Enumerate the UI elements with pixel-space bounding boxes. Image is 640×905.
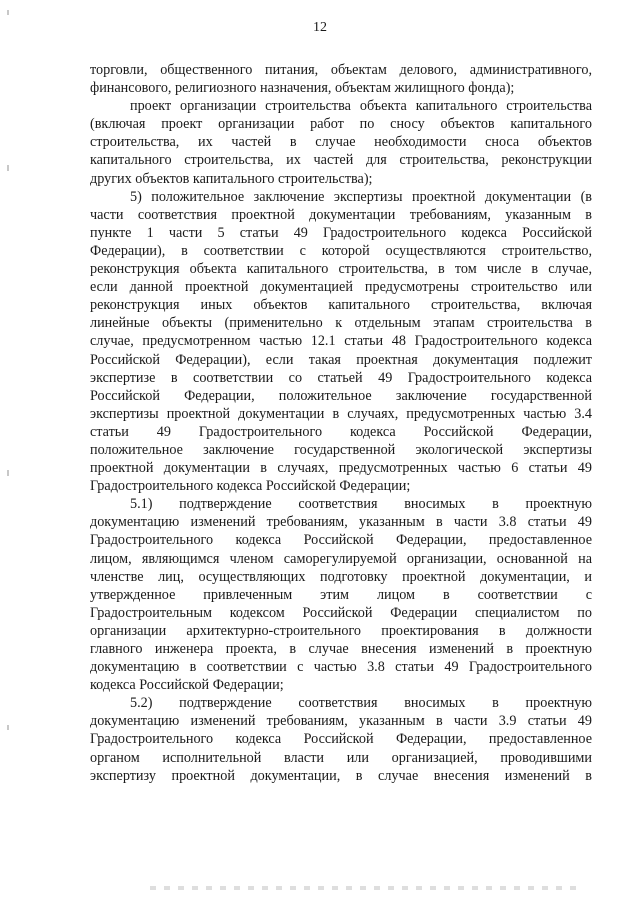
text-line: членстве лиц, осуществляющих подготовку проектной документации, и [90,568,592,585]
text-line: Градостроительного кодекса Российской Федерации, предоставленное [90,731,592,748]
text-line: положительное заключение государственной экологической экспертизы [90,441,592,458]
text-line: Федерации), в соответствии с которой осуществляются строительство, [90,242,592,259]
text-line: Градостроительного кодекса Российской Федерации, предоставленное [90,532,592,549]
text-line: экспертизе в соответствии со статьей 49 Градостроительного кодекса [90,369,592,386]
scan-edge-mark [7,10,9,15]
text-line: других объектов капитального строительства); [90,170,373,187]
text-line: проект организации строительства объекта капитального строительства [130,98,592,115]
text-line: строительства, их частей в случае необходимости сноса объектов [90,134,592,151]
text-line: 5.1) подтверждение соответствия вносимых в проектную [130,496,592,513]
text-line: статьи 49 Градостроительного кодекса Российской Федерации, [90,423,592,440]
text-line: случае, предусмотренном частью 12.1 статьи 48 Градостроительного кодекса [90,333,592,350]
text-line: утвержденное привлеченным этим лицом в соответствии с [90,586,592,603]
text-line: экспертизу проектной документации, в случае внесения изменений в [90,767,592,784]
scan-edge-mark [7,725,9,730]
text-line: линейные объекты (применительно к отдельным этапам строительства в [90,315,592,332]
page-number: 12 [313,20,327,35]
text-line: кодекса Российской Федерации; [90,677,284,694]
text-line: организации архитектурно-строительного проектирования в должности [90,622,592,639]
text-line: (включая проект организации работ по сносу объектов капитального [90,116,592,133]
text-line: проектной документации в случаях, предусмотренных частью 6 статьи 49 [90,460,592,477]
text-line: документацию изменений требованиям, указанным в части 3.8 статьи 49 [90,514,592,531]
text-line: Российской Федерации), если такая проектная документация подлежит [90,351,592,368]
text-line: лицом, являющимся членом саморегулируемой организации, основанной на [90,550,592,567]
text-line: экспертизы проектной документации в случаях, предусмотренных частью 3.4 [90,405,592,422]
scan-bottom-marks [150,886,580,890]
text-line: органом исполнительной власти или организацией, проводившими [90,749,592,766]
text-line: 5) положительное заключение экспертизы проектной документации (в [130,188,592,205]
text-line: части соответствия проектной документации требованиям, указанным в [90,206,592,223]
text-line: Российской Федерации, положительное заключение государственной [90,387,592,404]
document-body [90,61,592,785]
text-line: Градостроительного кодекса Российской Федерации; [90,478,411,495]
text-line: пункте 1 части 5 статьи 49 Градостроительного кодекса Российской [90,224,592,241]
text-line: документацию изменений требованиям, указанным в части 3.9 статьи 49 [90,713,592,730]
text-line: документацию в соответствии с частью 3.8 статьи 49 Градостроительного [90,659,592,676]
text-line: реконструкция иных объектов капитального строительства, включая [90,297,592,314]
text-line: главного инженера проекта, в случае внесения изменений в проектную [90,641,592,657]
scan-edge-mark [7,165,9,171]
scan-edge-mark [7,470,9,476]
text-line: если данной проектной документацией предусмотрены строительство или [90,279,592,296]
text-line: капитального строительства, их частей для строительства, реконструкции [90,152,592,169]
text-line: финансового, религиозного назначения, объектам жилищного фонда); [90,80,515,97]
text-line: 5.2) подтверждение соответствия вносимых в проектную [130,695,592,712]
text-line: торговли, общественного питания, объектам делового, административного, [90,62,592,78]
text-line: Градостроительным кодексом Российской Федерации специалистом по [90,604,592,621]
text-line: реконструкция объекта капитального строительства, в том числе в случае, [90,261,592,278]
